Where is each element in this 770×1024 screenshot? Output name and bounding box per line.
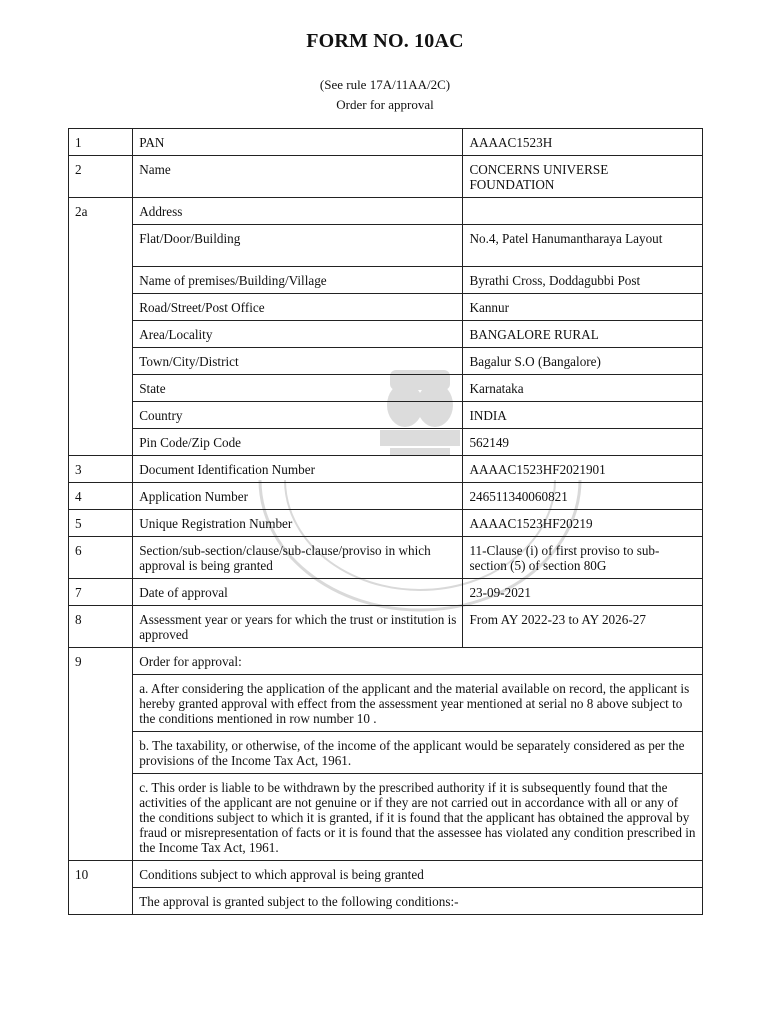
field-value: From AY 2022-23 to AY 2026-27 [463,606,703,648]
row-address-premises [69,267,703,294]
row-conditions-text [69,888,703,915]
row-address-pincode [69,429,703,456]
row-address-town [69,348,703,375]
form-table [68,128,703,915]
field-label: Town/City/District [133,348,463,375]
field-value: Kannur [463,294,703,321]
field-value: AAAAC1523HF2021901 [463,456,703,483]
row-address-state [69,375,703,402]
row-number: 6 [69,537,133,579]
field-value: 562149 [463,429,703,456]
field-label: Pin Code/Zip Code [133,429,463,456]
row-address-header [69,198,703,225]
conditions-text: The approval is granted subject to the following conditions:- [133,888,703,915]
order-paragraph-a: a. After considering the application of the applicant and the material available on record, the applicant is hereby granted approval with effect from the assessment year mentioned at serial no 8 above subject to the conditions mentioned in row number 10 . [133,675,703,732]
field-label: Unique Registration Number [133,510,463,537]
field-label: Road/Street/Post Office [133,294,463,321]
field-label: Name [133,156,463,198]
field-label: PAN [133,129,463,156]
row-number: 1 [69,129,133,156]
row-address-road [69,294,703,321]
row-assessment-year [69,606,703,648]
field-label: Assessment year or years for which the trust or institution is approved [133,606,463,648]
row-order-a [69,675,703,732]
field-value: 246511340060821 [463,483,703,510]
field-value: CONCERNS UNIVERSE FOUNDATION [463,156,703,198]
row-registration-number [69,510,703,537]
form-title: FORM NO. 10AC [306,30,464,52]
field-label: Conditions subject to which approval is being granted [133,861,703,888]
row-number: 7 [69,579,133,606]
row-application-number [69,483,703,510]
row-number: 9 [69,648,133,861]
field-label: Document Identification Number [133,456,463,483]
field-label: Order for approval: [133,648,703,675]
field-value: 23-09-2021 [463,579,703,606]
field-value: 11-Clause (i) of first proviso to sub-section (5) of section 80G [463,537,703,579]
field-value: No.4, Patel Hanumantharaya Layout [463,225,703,267]
field-label: Address [133,198,463,225]
row-number: 2 [69,156,133,198]
row-section [69,537,703,579]
row-name [69,156,703,198]
rule-reference: (See rule 17A/11AA/2C) [319,77,451,92]
field-value: AAAAC1523H [463,129,703,156]
row-address-country [69,402,703,429]
field-label: Country [133,402,463,429]
field-value: BANGALORE RURAL [463,321,703,348]
row-conditions-header [69,861,703,888]
field-label: Application Number [133,483,463,510]
row-document-id [69,456,703,483]
field-label: Section/sub-section/clause/sub-clause/proviso in which approval is being granted [133,537,463,579]
row-number: 8 [69,606,133,648]
field-label: Flat/Door/Building [133,225,463,267]
field-value: AAAAC1523HF20219 [463,510,703,537]
order-paragraph-b: b. The taxability, or otherwise, of the income of the applicant would be separately considered as per the provisions of the Income Tax Act, 1961. [133,732,703,774]
row-pan [69,129,703,156]
row-number: 3 [69,456,133,483]
row-order-b [69,732,703,774]
row-order-header [69,648,703,675]
field-label: Name of premises/Building/Village [133,267,463,294]
empty-cell [463,198,703,225]
order-paragraph-c: c. This order is liable to be withdrawn by the prescribed authority if it is subsequently found that the activities of the applicant are not genuine or if they are not carried out in accordance with all or any of the conditions subject to which it is granted, if it is found that the applicant has obtained the approval by fraud or misrepresentation of facts or it is found that the assessee has violated any condition prescribed in the Income Tax Act, 1961. [133,774,703,861]
field-label: Area/Locality [133,321,463,348]
row-order-c [69,774,703,861]
row-number: 4 [69,483,133,510]
row-number: 2a [69,198,133,456]
field-value: Byrathi Cross, Doddagubbi Post [463,267,703,294]
row-number: 5 [69,510,133,537]
row-number: 10 [69,861,133,915]
field-label: Date of approval [133,579,463,606]
field-value: Bagalur S.O (Bangalore) [463,348,703,375]
row-address-flat [69,225,703,267]
field-label: State [133,375,463,402]
field-value: INDIA [463,402,703,429]
form-subtitle: Order for approval [336,97,434,112]
field-value: Karnataka [463,375,703,402]
row-address-area [69,321,703,348]
row-date-of-approval [69,579,703,606]
